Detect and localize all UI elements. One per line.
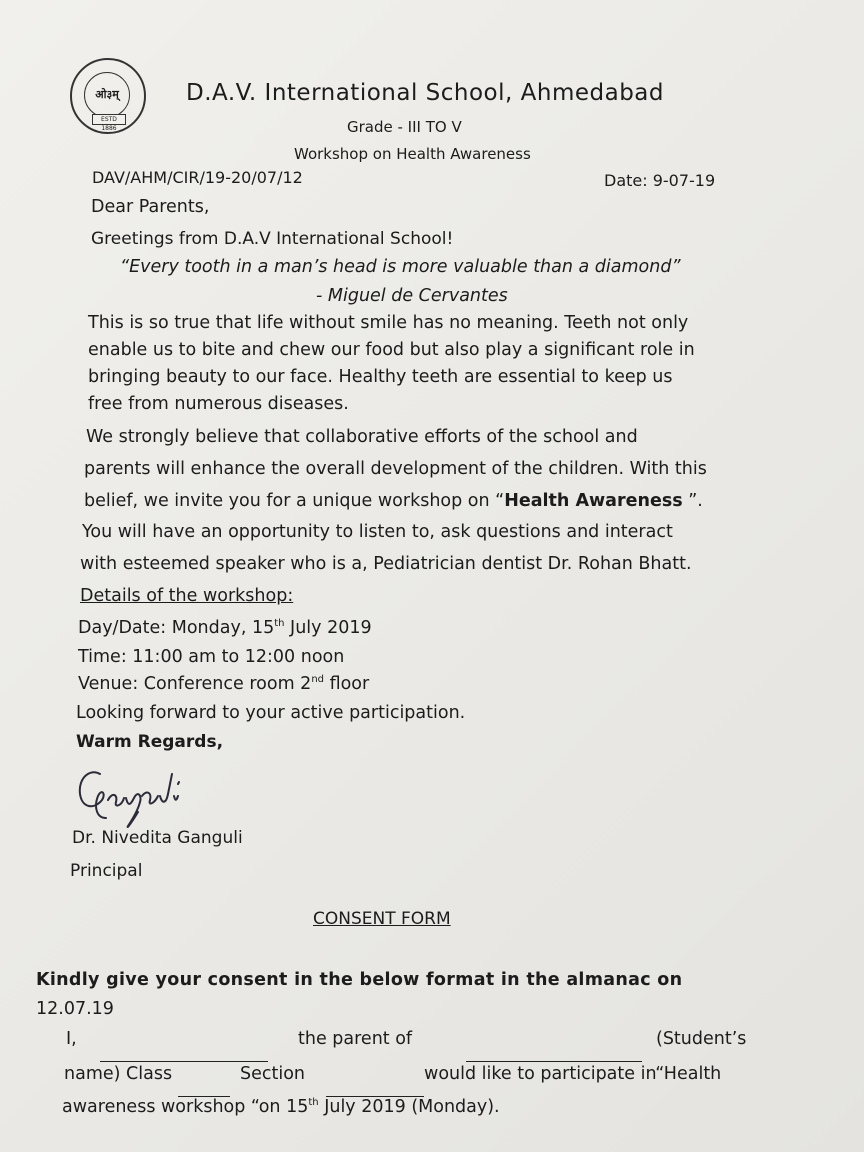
para2-line4: You will have an opportunity to listen to, ask questions and interact <box>82 522 673 542</box>
workshop-title: Workshop on Health Awareness <box>294 145 531 163</box>
quote: “Every tooth in a man’s head is more valuable than a diamond” <box>120 257 681 277</box>
school-logo <box>70 58 146 134</box>
salutation: Dear Parents, <box>91 197 210 217</box>
para2-line1: We strongly believe that collaborative efforts of the school and <box>86 427 638 447</box>
logo-emblem: ओ३म् <box>84 72 130 118</box>
circular-reference: DAV/AHM/CIR/19-20/07/12 <box>92 168 303 187</box>
closing-line: Looking forward to your active participation. <box>76 703 466 723</box>
day-date-month: July 2019 <box>284 618 372 638</box>
principal-title: Principal <box>70 861 143 881</box>
para2-line3 <box>84 491 703 511</box>
venue-floor: floor <box>324 674 370 694</box>
consent-section: Section <box>240 1064 306 1084</box>
consent-parent-of: the parent of <box>298 1029 413 1049</box>
details-heading: Details of the workshop: <box>80 586 294 606</box>
circular-date: Date: 9-07-19 <box>604 171 716 190</box>
greeting: Greetings from D.A.V International School! <box>91 229 454 249</box>
detail-day-date <box>78 618 372 638</box>
consent-students: (Student’s <box>656 1029 747 1049</box>
warm-regards: Warm Regards, <box>76 732 224 752</box>
quote-author: - Miguel de Cervantes <box>316 286 508 306</box>
logo-estd: ESTD 1886 <box>92 114 126 125</box>
last-line-sup: th <box>308 1097 319 1109</box>
day-date-sup: th <box>274 618 285 630</box>
principal-name: Dr. Nivedita Ganguli <box>72 828 243 848</box>
para1-line3: bringing beauty to our face. Healthy teeth are essential to keep us <box>88 367 673 387</box>
last-line-date: July 2019 (Monday). <box>318 1097 500 1117</box>
consent-instruction-2: 12.07.19 <box>36 999 114 1019</box>
school-name: D.A.V. International School, Ahmedabad <box>186 80 664 106</box>
venue-text: Venue: Conference room 2 <box>78 674 312 694</box>
venue-sup: nd <box>311 674 325 686</box>
para2-line3-post: ”. <box>682 491 703 511</box>
para1-line2: enable us to bite and chew our food but also play a significant role in <box>88 340 695 360</box>
last-line-text: awareness workshop “on 15 <box>62 1097 309 1117</box>
consent-heading: CONSENT FORM <box>313 909 451 929</box>
day-date-text: Day/Date: Monday, 15 <box>78 618 275 638</box>
para1-line1: This is so true that life without smile has no meaning. Teeth not only <box>88 313 689 333</box>
para1-line4: free from numerous diseases. <box>88 394 349 414</box>
consent-i-label: I, <box>66 1029 77 1049</box>
detail-venue <box>78 674 369 694</box>
para2-line3-pre: belief, we invite you for a unique workshop on “ <box>84 491 505 511</box>
para2-line2: parents will enhance the overall development of the children. With this <box>84 459 707 479</box>
consent-instruction-1: Kindly give your consent in the below format in the almanac on <box>36 970 683 990</box>
detail-time: Time: 11:00 am to 12:00 noon <box>78 647 345 667</box>
para2-line5: with esteemed speaker who is a, Pediatrician dentist Dr. Rohan Bhatt. <box>80 554 692 574</box>
grade-line: Grade - III TO V <box>347 118 462 136</box>
consent-participate: would like to participate in“Health <box>424 1064 722 1084</box>
workshop-name-bold: Health Awareness <box>504 491 683 511</box>
consent-name-class: name) Class <box>64 1064 173 1084</box>
consent-last-line <box>62 1097 500 1117</box>
principal-signature <box>72 760 202 832</box>
